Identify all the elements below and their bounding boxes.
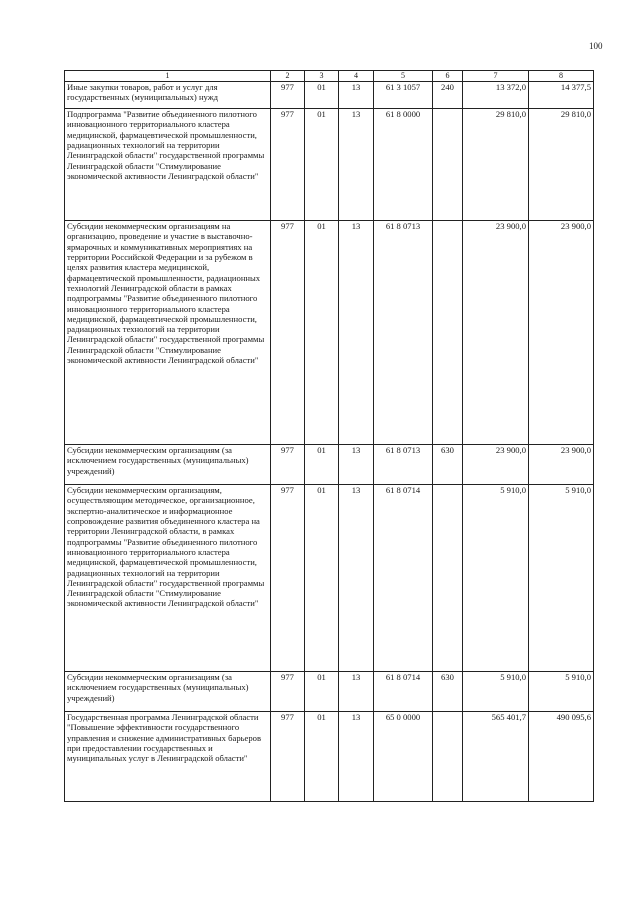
row-amount-2: 23 900,0 xyxy=(529,445,594,485)
header-cell-5: 5 xyxy=(374,71,433,82)
row-expense-type xyxy=(433,109,463,221)
row-subsection-code: 13 xyxy=(339,109,374,221)
row-section-code: 01 xyxy=(305,221,339,445)
row-expense-type xyxy=(433,221,463,445)
row-section-code: 01 xyxy=(305,485,339,672)
row-section-code: 01 xyxy=(305,82,339,109)
row-expense-type xyxy=(433,485,463,672)
row-ved-code: 977 xyxy=(271,109,305,221)
row-amount-1: 5 910,0 xyxy=(463,485,529,672)
row-section-code: 01 xyxy=(305,109,339,221)
row-section-code: 01 xyxy=(305,445,339,485)
row-description: Субсидии некоммерческим организациям на организацию, проведение и участие в выставочно-ярмарочных и коммуникативных мероприятиях на территории Российской Федерации и за рубежом в целях развития кластера медицинской, фармацевтической промышленности, радиационных технологий Ленинградской области в рамках подпрограммы "Развитие объединенного пилотного инновационного территориального кластера медицинской, фармацевтической промышленности, радиационных технологий на территории Ленинградской области" государственной программы Ленинградской области "Стимулирование экономической активности Ленинградской области" xyxy=(65,221,271,445)
row-subsection-code: 13 xyxy=(339,445,374,485)
row-amount-1: 23 900,0 xyxy=(463,445,529,485)
row-subsection-code: 13 xyxy=(339,82,374,109)
table-row xyxy=(65,82,594,109)
row-expense-type: 630 xyxy=(433,445,463,485)
row-amount-1: 565 401,7 xyxy=(463,712,529,802)
row-target-code: 61 3 1057 xyxy=(374,82,433,109)
header-cell-7: 7 xyxy=(463,71,529,82)
row-description: Субсидии некоммерческим организациям, осуществляющим методическое, организационное, экспертно-аналитическое и информационное сопровождение развития объединенного кластера на территории Ленинградской области, в рамках подпрограммы "Развитие объединенного пилотного инновационного территориального кластера медицинской, фармацевтической промышленности, радиационных технологий на территории Ленинградской области" государственной программы Ленинградской области "Стимулирование экономической активности Ленинградской области" xyxy=(65,485,271,672)
row-section-code: 01 xyxy=(305,672,339,712)
row-ved-code: 977 xyxy=(271,82,305,109)
row-amount-1: 13 372,0 xyxy=(463,82,529,109)
row-ved-code: 977 xyxy=(271,221,305,445)
row-target-code: 61 8 0000 xyxy=(374,109,433,221)
page-number: 100 xyxy=(589,41,603,51)
row-ved-code: 977 xyxy=(271,672,305,712)
row-subsection-code: 13 xyxy=(339,712,374,802)
row-subsection-code: 13 xyxy=(339,485,374,672)
row-ved-code: 977 xyxy=(271,485,305,672)
table-row xyxy=(65,485,594,672)
row-target-code: 61 8 0713 xyxy=(374,221,433,445)
row-description: Государственная программа Ленинградской области "Повышение эффективности государственного управления и снижение административных барьеров при предоставлении государственных и муниципальных услуг в Ленинградской области" xyxy=(65,712,271,802)
header-cell-8: 8 xyxy=(529,71,594,82)
budget-table xyxy=(64,70,594,802)
row-amount-2: 5 910,0 xyxy=(529,485,594,672)
table-row xyxy=(65,221,594,445)
row-ved-code: 977 xyxy=(271,712,305,802)
header-cell-1: 1 xyxy=(65,71,271,82)
table-row xyxy=(65,109,594,221)
row-section-code: 01 xyxy=(305,712,339,802)
row-description: Иные закупки товаров, работ и услуг для государственных (муниципальных) нужд xyxy=(65,82,271,109)
table-row xyxy=(65,445,594,485)
row-target-code: 65 0 0000 xyxy=(374,712,433,802)
row-expense-type xyxy=(433,712,463,802)
row-amount-2: 23 900,0 xyxy=(529,221,594,445)
row-amount-2: 490 095,6 xyxy=(529,712,594,802)
row-subsection-code: 13 xyxy=(339,221,374,445)
row-target-code: 61 8 0714 xyxy=(374,485,433,672)
table-row xyxy=(65,672,594,712)
row-amount-2: 5 910,0 xyxy=(529,672,594,712)
header-cell-6: 6 xyxy=(433,71,463,82)
row-amount-2: 29 810,0 xyxy=(529,109,594,221)
row-expense-type: 630 xyxy=(433,672,463,712)
row-amount-1: 5 910,0 xyxy=(463,672,529,712)
row-amount-1: 23 900,0 xyxy=(463,221,529,445)
header-cell-4: 4 xyxy=(339,71,374,82)
row-description: Субсидии некоммерческим организациям (за исключением государственных (муниципальных) учреждений) xyxy=(65,445,271,485)
row-target-code: 61 8 0713 xyxy=(374,445,433,485)
row-description: Субсидии некоммерческим организациям (за исключением государственных (муниципальных) учреждений) xyxy=(65,672,271,712)
row-target-code: 61 8 0714 xyxy=(374,672,433,712)
header-row xyxy=(65,71,594,82)
row-amount-2: 14 377,5 xyxy=(529,82,594,109)
row-expense-type: 240 xyxy=(433,82,463,109)
table-row xyxy=(65,712,594,802)
header-cell-3: 3 xyxy=(305,71,339,82)
row-subsection-code: 13 xyxy=(339,672,374,712)
row-ved-code: 977 xyxy=(271,445,305,485)
row-amount-1: 29 810,0 xyxy=(463,109,529,221)
header-cell-2: 2 xyxy=(271,71,305,82)
row-description: Подпрограмма "Развитие объединенного пилотного инновационного территориального кластера медицинской, фармацевтической промышленности, радиационных технологий на территории Ленинградской области" государственной программы Ленинградской области "Стимулирование экономической активности Ленинградской области" xyxy=(65,109,271,221)
